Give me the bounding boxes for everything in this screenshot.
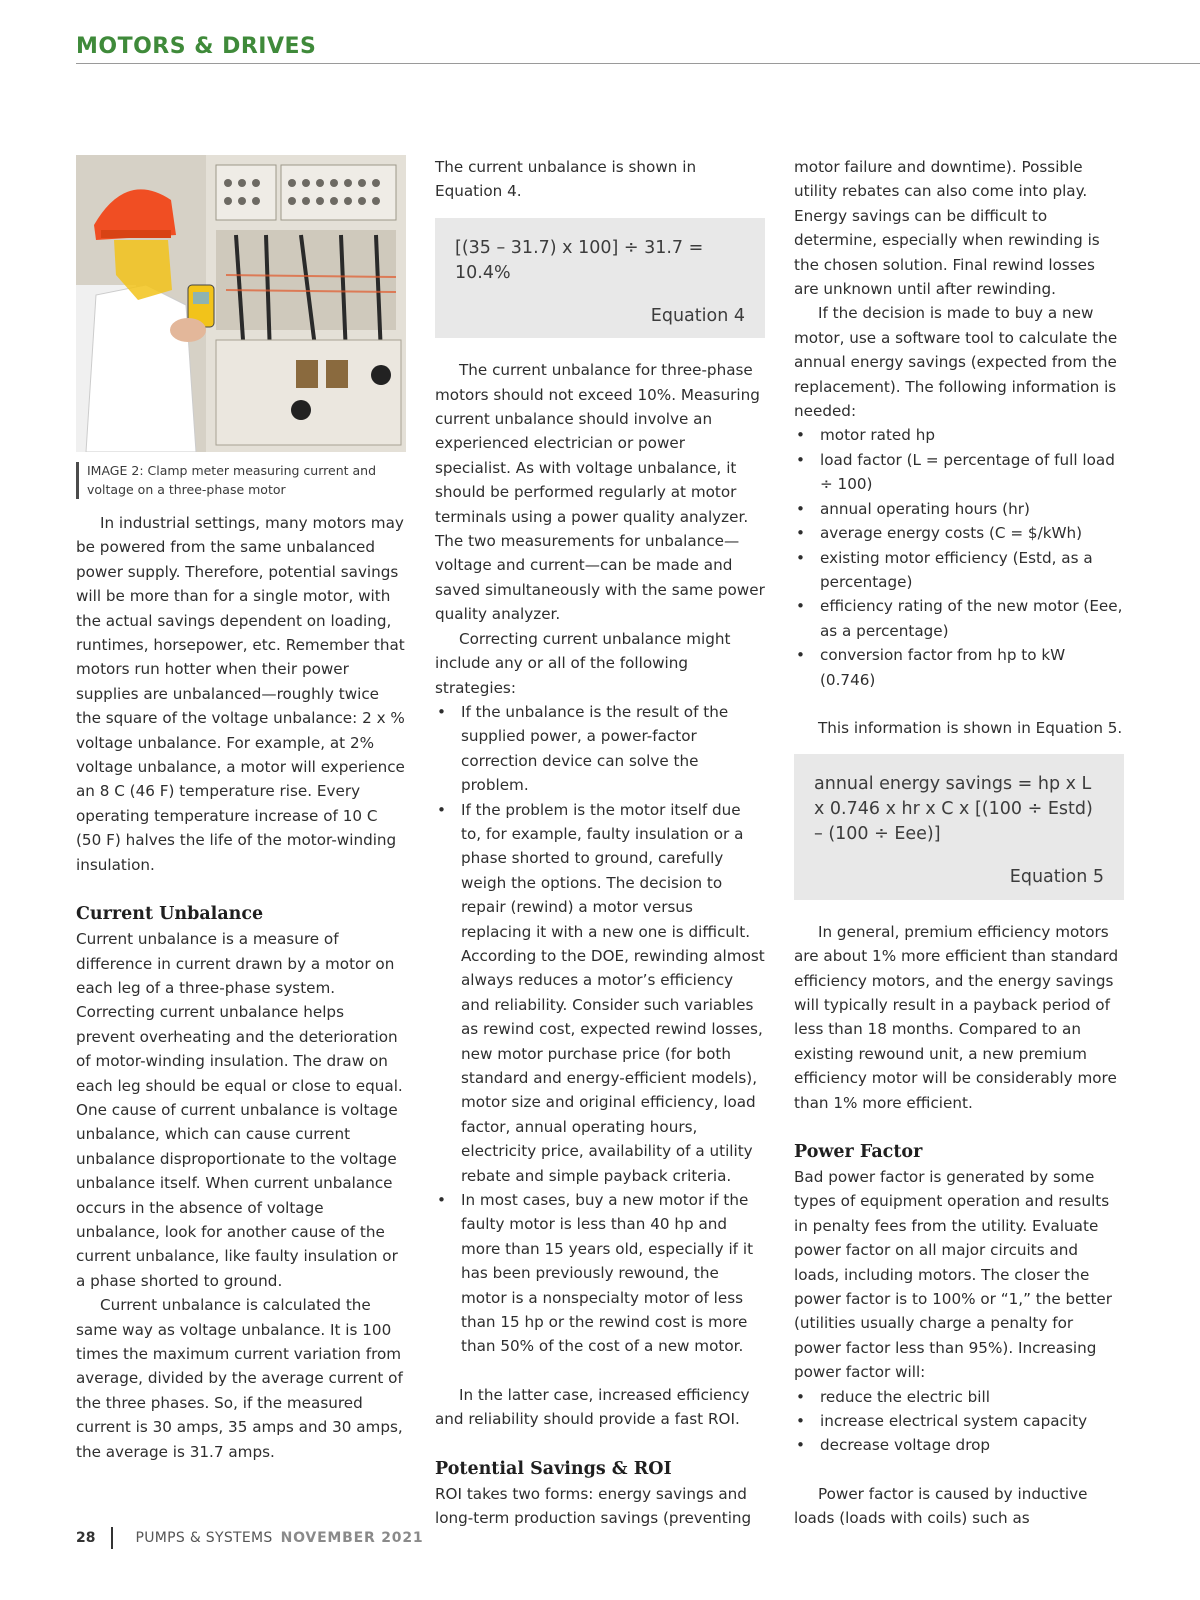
list-item: • conversion factor from hp to kW (0.746) bbox=[794, 643, 1124, 692]
list-item: • existing motor efficiency (Estd, as a percentage) bbox=[794, 546, 1124, 595]
list-item: • reduce the electric bill bbox=[794, 1385, 1124, 1409]
section-header bbox=[76, 34, 1200, 64]
paragraph: Current unbalance is calculated the same way as voltage unbalance. It is 100 times the maximum current variation from average, divided by the average current of the three phases. So, if the measured current is 30 amps, 35 amps and 30 amps, the average is 31.7 amps. bbox=[76, 1296, 403, 1461]
section-label: MOTORS & DRIVES bbox=[76, 34, 317, 59]
paragraph: This information is shown in Equation 5. bbox=[818, 718, 1123, 737]
list-item: • average energy costs (C = $/kWh) bbox=[794, 521, 1124, 545]
issue-date: NOVEMBER 2021 bbox=[280, 1530, 424, 1546]
list-item: • In most cases, buy a new motor if the faulty motor is less than 40 hp and more than 15 years old, especially if it has been previously rewound, the motor is a nonspecialty motor of less than 15 hp or the rewind cost is more than 50% of the cost of a new motor. bbox=[435, 1188, 765, 1359]
column-1 bbox=[76, 155, 406, 1464]
paragraph: motor failure and downtime). Possible utility rebates can also come into play. Energy savings can be difficult to determine, especially when rewinding is the chosen solution. Final rewind losses are unknown until after rewinding. bbox=[794, 158, 1100, 299]
equation-4-formula: [(35 – 31.7) x 100] ÷ 31.7 = 10.4% bbox=[455, 237, 704, 283]
paragraph: If the decision is made to buy a new motor, use a software tool to calculate the annual energy savings (expected from the replacement). The following information is needed: bbox=[794, 304, 1118, 421]
paragraph: Correcting current unbalance might include any or all of the following strategies: bbox=[435, 629, 731, 697]
photo-illustration bbox=[76, 155, 406, 452]
list-item: • If the problem is the motor itself due to, for example, faulty insulation or a phase shorted to ground, carefully weigh the options. The decision to repair (rewind) a motor versus replacing it with a new one is difficult. According to the DOE, rewinding almost always reduces a motor’s efficiency and reliability. Consider such variables as rewind cost, expected rewind losses, new motor purchase price (for both standard and energy-efficient models), motor size and original efficiency, load factor, annual operating hours, electricity price, availability of a utility rebate and simple payback criteria. bbox=[435, 798, 765, 1189]
list-item: • load factor (L = percentage of full load ÷ 100) bbox=[794, 448, 1124, 497]
subheading-potential-savings: Potential Savings & ROI bbox=[435, 1458, 672, 1479]
equation-5-box bbox=[794, 754, 1124, 899]
list-item: • annual operating hours (hr) bbox=[794, 497, 1124, 521]
paragraph: Current unbalance is a measure of difference in current drawn by a motor on each leg of a three-phase system. Correcting current unbalance helps prevent overheating and the deterioration of motor-winding insulation. The draw on each leg should be equal or close to equal. One cause of current unbalance is voltage unbalance, which can cause current unbalance disproportionate to the voltage unbalance itself. When current unbalance occurs in the absence of voltage unbalance, look for another cause of the current unbalance, like faulty insulation or a phase shorted to ground. bbox=[76, 930, 403, 1290]
paragraph: In the latter case, increased efficiency and reliability should provide a fast ROI. bbox=[435, 1385, 750, 1429]
paragraph: ROI takes two forms: energy savings and long-term production savings (preventing bbox=[435, 1484, 752, 1528]
power-factor-benefits-list bbox=[794, 1385, 1124, 1458]
column-3 bbox=[794, 155, 1124, 1531]
image-caption: IMAGE 2: Clamp meter measuring current and voltage on a three-phase motor bbox=[76, 462, 406, 499]
paragraph: The current unbalance is shown in Equation 4. bbox=[435, 158, 697, 201]
magazine-name: PUMPS & SYSTEMS bbox=[135, 1530, 273, 1546]
required-info-list bbox=[794, 423, 1124, 691]
subheading-power-factor: Power Factor bbox=[794, 1142, 923, 1162]
page-footer bbox=[76, 1527, 423, 1549]
page-number: 28 bbox=[76, 1530, 96, 1546]
equation-5-formula: annual energy savings = hp x L x 0.746 x hr x C x [(100 ÷ Estd) – (100 ÷ Eee)] bbox=[814, 774, 1093, 845]
list-item: • efficiency rating of the new motor (Eee, as a percentage) bbox=[794, 594, 1124, 643]
subheading-current-unbalance: Current Unbalance bbox=[76, 904, 264, 925]
paragraph: Bad power factor is generated by some types of equipment operation and results in penalty fees from the utility. Evaluate power factor on all major circuits and loads, including motors. The closer the power factor is to 100% or “1,” the better (utilities usually charge a penalty for power factor less than 95%). Increasing power factor will: bbox=[794, 1168, 1113, 1382]
list-item: • If the unbalance is the result of the supplied power, a power-factor correction device can solve the problem. bbox=[435, 700, 765, 798]
photo-clamp-meter bbox=[76, 155, 406, 452]
strategy-list bbox=[435, 700, 765, 1359]
column-2 bbox=[435, 155, 765, 1531]
paragraph: In general, premium efficiency motors are about 1% more efficient than standard efficiency motors, and the energy savings will typically result in a payback period of less than 18 months. Compared to an existing rewound unit, a new premium efficiency motor will be considerably more than 1% more efficient. bbox=[794, 922, 1119, 1112]
paragraph: The current unbalance for three-phase motors should not exceed 10%. Measuring current unbalance should involve an experienced electrician or power specialist. As with voltage unbalance, it should be performed regularly at motor terminals using a power quality analyzer. The two measurements for unbalance—voltage and current—can be made and saved simultaneously with the same power quality analyzer. bbox=[435, 361, 765, 624]
equation-5-label: Equation 5 bbox=[1009, 867, 1104, 888]
list-item: • motor rated hp bbox=[794, 423, 1124, 447]
list-item: • increase electrical system capacity bbox=[794, 1409, 1124, 1433]
equation-4-box bbox=[435, 218, 765, 338]
paragraph: Power factor is caused by inductive loads (loads with coils) such as bbox=[794, 1484, 1088, 1528]
footer-divider bbox=[111, 1527, 113, 1549]
list-item: • decrease voltage drop bbox=[794, 1433, 1124, 1457]
equation-4-label: Equation 4 bbox=[650, 305, 745, 326]
paragraph: In industrial settings, many motors may be powered from the same unbalanced power supply. Therefore, potential savings will be more than for a single motor, with the actual savings dependent on loading, runtimes, horsepower, etc. Remember that motors run hotter when their power supplies are unbalanced—roughly twice the square of the voltage unbalance: 2 x % voltage unbalance. For example, at 2% voltage unbalance, a motor will experience an 8 C (46 F) temperature rise. Every operating temperature increase of 10 C (50 F) halves the life of the motor-winding insulation. bbox=[76, 514, 405, 874]
